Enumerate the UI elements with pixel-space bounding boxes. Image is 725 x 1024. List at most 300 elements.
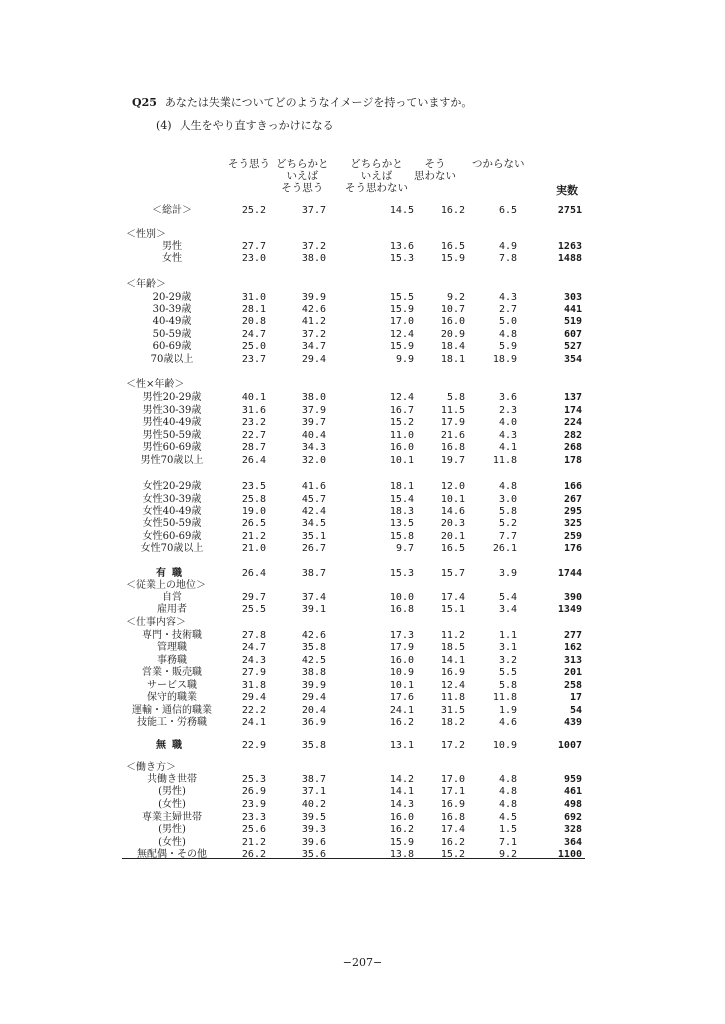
percent-cell: 20.8 (241, 316, 266, 327)
row-label: 雇用者 (157, 604, 187, 615)
percent-cell: 16.5 (440, 543, 465, 554)
percent-cell: 10.9 (492, 740, 517, 751)
percent-cell: 19.0 (241, 506, 266, 517)
row-label: 男性50-59歳 (142, 430, 202, 441)
percent-cell: 39.5 (301, 812, 326, 823)
percent-cell: 15.9 (440, 253, 465, 264)
percent-cell: 11.8 (492, 455, 517, 466)
percent-cell: 24.1 (389, 705, 414, 716)
row-label: 男性70歳以上 (140, 455, 204, 466)
table-row (0, 329, 725, 341)
percent-cell: 14.6 (440, 506, 465, 517)
col-head-2-line-1: どちらかと (276, 158, 329, 170)
count-cell: 176 (563, 543, 582, 554)
table-row (0, 774, 725, 786)
table-row (0, 740, 725, 752)
count-cell: 259 (563, 531, 582, 542)
page-number: −207− (342, 956, 383, 969)
row-label: 事務職 (157, 655, 187, 666)
percent-cell: 26.1 (492, 543, 517, 554)
row-label: 女性40-49歳 (142, 506, 202, 517)
row-label: 営業・販売職 (142, 667, 202, 678)
percent-cell: 12.0 (440, 481, 465, 492)
row-label: 運輸・通信的職業 (132, 705, 212, 716)
percent-cell: 11.2 (440, 630, 465, 641)
percent-cell: 16.0 (389, 812, 414, 823)
row-label: (男性) (158, 786, 186, 797)
percent-cell: 11.0 (389, 430, 414, 441)
percent-cell: 10.1 (389, 455, 414, 466)
percent-cell: 24.1 (241, 717, 266, 728)
percent-cell: 22.2 (241, 705, 266, 716)
table-row (0, 481, 725, 493)
percent-cell: 10.1 (389, 680, 414, 691)
col-head-3-line-2: いえば (360, 170, 393, 182)
table-row (0, 630, 725, 642)
percent-cell: 15.1 (440, 604, 465, 615)
percent-cell: 14.5 (389, 205, 414, 216)
percent-cell: 31.5 (440, 705, 465, 716)
row-label: 男性60-69歳 (142, 442, 202, 453)
row-label: ＜年齢＞ (126, 279, 166, 290)
percent-cell: 3.0 (498, 494, 517, 505)
row-label: 70歳以上 (150, 354, 194, 365)
row-label: ＜働き方＞ (126, 762, 176, 773)
table-row (0, 642, 725, 654)
percent-cell: 13.8 (389, 849, 414, 860)
percent-cell: 32.0 (301, 455, 326, 466)
percent-cell: 22.9 (241, 740, 266, 751)
percent-cell: 34.3 (301, 442, 326, 453)
percent-cell: 26.7 (301, 543, 326, 554)
row-label: 管理職 (157, 642, 187, 653)
col-head-3-line-1: どちらかと (350, 158, 403, 170)
percent-cell: 18.3 (389, 506, 414, 517)
row-label: (男性) (158, 824, 186, 835)
table-row (0, 837, 725, 849)
percent-cell: 19.7 (440, 455, 465, 466)
count-cell: 174 (563, 405, 582, 416)
percent-cell: 5.8 (446, 392, 465, 403)
percent-cell: 22.7 (241, 430, 266, 441)
count-cell: 166 (563, 481, 582, 492)
row-label: 技能工・労務職 (137, 717, 207, 728)
percent-cell: 25.6 (241, 824, 266, 835)
percent-cell: 26.4 (241, 455, 266, 466)
row-label: 20-29歳 (152, 292, 192, 303)
percent-cell: 16.0 (389, 442, 414, 453)
percent-cell: 21.6 (440, 430, 465, 441)
percent-cell: 24.7 (241, 329, 266, 340)
count-cell: 137 (563, 392, 582, 403)
percent-cell: 5.8 (498, 680, 517, 691)
percent-cell: 27.8 (241, 630, 266, 641)
percent-cell: 4.5 (498, 812, 517, 823)
percent-cell: 15.2 (440, 849, 465, 860)
percent-cell: 23.0 (241, 253, 266, 264)
count-cell: 1007 (557, 740, 582, 751)
subquestion-number: (4) (156, 119, 172, 132)
row-label: 50-59歳 (152, 329, 192, 340)
percent-cell: 36.9 (301, 717, 326, 728)
table-row (0, 568, 725, 580)
question-text: あなたは失業についてどのようなイメージを持っていますか。 (164, 96, 473, 109)
percent-cell: 38.7 (301, 774, 326, 785)
percent-cell: 18.1 (389, 481, 414, 492)
percent-cell: 14.3 (389, 799, 414, 810)
percent-cell: 15.3 (389, 568, 414, 579)
percent-cell: 17.4 (440, 592, 465, 603)
col-head-3-line-3: そう思わない (345, 182, 408, 194)
percent-cell: 37.7 (301, 205, 326, 216)
table-row (0, 494, 725, 506)
percent-cell: 37.2 (301, 329, 326, 340)
percent-cell: 16.0 (389, 655, 414, 666)
percent-cell: 35.1 (301, 531, 326, 542)
row-label: 女性20-29歳 (142, 481, 202, 492)
percent-cell: 20.9 (440, 329, 465, 340)
table-row (0, 241, 725, 253)
percent-cell: 3.6 (498, 392, 517, 403)
percent-cell: 18.2 (440, 717, 465, 728)
table-row (0, 392, 725, 404)
table-row (0, 442, 725, 454)
row-label: 無職 (156, 740, 188, 751)
count-cell: 295 (563, 506, 582, 517)
percent-cell: 34.7 (301, 341, 326, 352)
percent-cell: 16.2 (440, 837, 465, 848)
count-cell: 527 (563, 341, 582, 352)
percent-cell: 18.5 (440, 642, 465, 653)
row-label: 女性30-39歳 (142, 494, 202, 505)
percent-cell: 10.7 (440, 304, 465, 315)
row-label: 男性40-49歳 (142, 417, 202, 428)
percent-cell: 17.9 (440, 417, 465, 428)
row-label: 共働き世帯 (147, 774, 197, 785)
count-cell: 1349 (557, 604, 582, 615)
percent-cell: 42.6 (301, 630, 326, 641)
percent-cell: 37.4 (301, 592, 326, 603)
percent-cell: 26.9 (241, 786, 266, 797)
count-cell: 267 (563, 494, 582, 505)
percent-cell: 21.2 (241, 837, 266, 848)
row-label: 専業主婦世帯 (142, 812, 202, 823)
percent-cell: 5.2 (498, 518, 517, 529)
percent-cell: 1.5 (498, 824, 517, 835)
percent-cell: 29.4 (241, 692, 266, 703)
percent-cell: 17.1 (440, 786, 465, 797)
count-cell: 354 (563, 354, 582, 365)
count-cell: 1744 (557, 568, 582, 579)
percent-cell: 15.9 (389, 341, 414, 352)
percent-cell: 9.7 (395, 543, 414, 554)
row-label: (女性) (158, 799, 186, 810)
percent-cell: 25.3 (241, 774, 266, 785)
percent-cell: 25.0 (241, 341, 266, 352)
percent-cell: 9.9 (395, 354, 414, 365)
count-cell: 178 (563, 455, 582, 466)
percent-cell: 4.9 (498, 241, 517, 252)
col-head-2-line-3: そう思う (281, 182, 324, 194)
percent-cell: 7.7 (498, 531, 517, 542)
row-label: ＜性×年齢＞ (126, 379, 185, 390)
percent-cell: 35.6 (301, 849, 326, 860)
percent-cell: 15.4 (389, 494, 414, 505)
count-cell: 54 (569, 705, 582, 716)
count-cell: 1263 (557, 241, 582, 252)
row-label: 有職 (156, 568, 188, 579)
table-row (0, 604, 725, 616)
percent-cell: 16.2 (389, 824, 414, 835)
percent-cell: 11.8 (440, 692, 465, 703)
percent-cell: 15.9 (389, 837, 414, 848)
percent-cell: 5.8 (498, 506, 517, 517)
percent-cell: 15.2 (389, 417, 414, 428)
row-label: ＜従業上の地位＞ (126, 580, 206, 591)
percent-cell: 23.5 (241, 481, 266, 492)
table-row (0, 430, 725, 442)
percent-cell: 40.2 (301, 799, 326, 810)
percent-cell: 3.4 (498, 604, 517, 615)
percent-cell: 24.7 (241, 642, 266, 653)
percent-cell: 15.8 (389, 531, 414, 542)
percent-cell: 4.8 (498, 799, 517, 810)
percent-cell: 42.5 (301, 655, 326, 666)
table-row (0, 417, 725, 429)
table-row (0, 667, 725, 679)
table-row (0, 455, 725, 467)
table-row (0, 518, 725, 530)
percent-cell: 18.9 (492, 354, 517, 365)
table-row (0, 812, 725, 824)
row-label: ＜性別＞ (126, 229, 166, 240)
percent-cell: 3.1 (498, 642, 517, 653)
percent-cell: 9.2 (498, 849, 517, 860)
percent-cell: 31.8 (241, 680, 266, 691)
percent-cell: 9.2 (446, 292, 465, 303)
percent-cell: 41.6 (301, 481, 326, 492)
percent-cell: 16.8 (440, 442, 465, 453)
table-row (0, 680, 725, 692)
col-head-5-line-1: つからない (472, 158, 525, 170)
row-label: 男性20-29歳 (142, 392, 202, 403)
percent-cell: 27.9 (241, 667, 266, 678)
table-row (0, 824, 725, 836)
col-head-4-line-1: そう (424, 158, 446, 170)
col-head-4-line-2: 思わない (414, 170, 456, 182)
percent-cell: 17.0 (389, 316, 414, 327)
percent-cell: 26.2 (241, 849, 266, 860)
percent-cell: 13.6 (389, 241, 414, 252)
percent-cell: 40.4 (301, 430, 326, 441)
percent-cell: 16.5 (440, 241, 465, 252)
row-label: (女性) (158, 837, 186, 848)
col-head-2-line-2: いえば (286, 170, 318, 182)
percent-cell: 16.9 (440, 667, 465, 678)
percent-cell: 16.0 (440, 316, 465, 327)
count-cell: 1100 (557, 849, 582, 860)
percent-cell: 16.8 (440, 812, 465, 823)
percent-cell: 4.0 (498, 417, 517, 428)
table-bottom-rule (122, 858, 585, 859)
percent-cell: 17.9 (389, 642, 414, 653)
count-cell: 258 (563, 680, 582, 691)
percent-cell: 11.8 (492, 692, 517, 703)
percent-cell: 39.3 (301, 824, 326, 835)
table-row (0, 506, 725, 518)
table-row (0, 405, 725, 417)
count-cell: 390 (563, 592, 582, 603)
percent-cell: 42.6 (301, 304, 326, 315)
row-label: 保守的職業 (147, 692, 197, 703)
table-row (0, 655, 725, 667)
row-label: 専門・技術職 (142, 630, 202, 641)
percent-cell: 15.7 (440, 568, 465, 579)
count-cell: 439 (563, 717, 582, 728)
percent-cell: 14.1 (440, 655, 465, 666)
section-header (0, 279, 725, 291)
percent-cell: 10.9 (389, 667, 414, 678)
count-cell: 519 (563, 316, 582, 327)
percent-cell: 25.8 (241, 494, 266, 505)
percent-cell: 34.5 (301, 518, 326, 529)
row-label: 女性60-69歳 (142, 531, 202, 542)
percent-cell: 4.8 (498, 481, 517, 492)
table-row (0, 705, 725, 717)
count-cell: 282 (563, 430, 582, 441)
percent-cell: 21.0 (241, 543, 266, 554)
percent-cell: 6.5 (498, 205, 517, 216)
percent-cell: 23.7 (241, 354, 266, 365)
percent-cell: 4.3 (498, 430, 517, 441)
table-row (0, 799, 725, 811)
count-cell: 498 (563, 799, 582, 810)
count-cell: 461 (563, 786, 582, 797)
percent-cell: 12.4 (389, 329, 414, 340)
percent-cell: 45.7 (301, 494, 326, 505)
percent-cell: 39.7 (301, 417, 326, 428)
row-label: 男性 (162, 241, 182, 252)
count-cell: 201 (563, 667, 582, 678)
percent-cell: 10.0 (389, 592, 414, 603)
section-header (0, 580, 725, 592)
percent-cell: 7.1 (498, 837, 517, 848)
percent-cell: 1.1 (498, 630, 517, 641)
percent-cell: 15.5 (389, 292, 414, 303)
percent-cell: 39.6 (301, 837, 326, 848)
percent-cell: 18.1 (440, 354, 465, 365)
count-cell: 268 (563, 442, 582, 453)
percent-cell: 4.8 (498, 786, 517, 797)
percent-cell: 20.3 (440, 518, 465, 529)
percent-cell: 5.0 (498, 316, 517, 327)
percent-cell: 17.3 (389, 630, 414, 641)
percent-cell: 39.9 (301, 680, 326, 691)
col-head-n: 実数 (556, 184, 578, 197)
table-row (0, 253, 725, 265)
percent-cell: 42.4 (301, 506, 326, 517)
percent-cell: 39.9 (301, 292, 326, 303)
percent-cell: 16.7 (389, 405, 414, 416)
table-row (0, 292, 725, 304)
percent-cell: 24.3 (241, 655, 266, 666)
table-row (0, 341, 725, 353)
percent-cell: 29.4 (301, 354, 326, 365)
row-label: 女性70歳以上 (140, 543, 204, 554)
row-label: 60-69歳 (152, 341, 192, 352)
count-cell: 1488 (557, 253, 582, 264)
percent-cell: 4.8 (498, 329, 517, 340)
section-header (0, 762, 725, 774)
percent-cell: 13.1 (389, 740, 414, 751)
table-row (0, 531, 725, 543)
count-cell: 692 (563, 812, 582, 823)
percent-cell: 5.4 (498, 592, 517, 603)
percent-cell: 12.4 (389, 392, 414, 403)
percent-cell: 2.3 (498, 405, 517, 416)
count-cell: 959 (563, 774, 582, 785)
percent-cell: 12.4 (440, 680, 465, 691)
percent-cell: 40.1 (241, 392, 266, 403)
percent-cell: 17.4 (440, 824, 465, 835)
percent-cell: 37.9 (301, 405, 326, 416)
percent-cell: 26.4 (241, 568, 266, 579)
percent-cell: 20.1 (440, 531, 465, 542)
count-cell: 607 (563, 329, 582, 340)
percent-cell: 15.9 (389, 304, 414, 315)
subquestion-text: 人生をやり直すきっかけになる (179, 119, 334, 132)
percent-cell: 25.2 (241, 205, 266, 216)
percent-cell: 15.3 (389, 253, 414, 264)
percent-cell: 28.1 (241, 304, 266, 315)
table-row (0, 786, 725, 798)
percent-cell: 31.6 (241, 405, 266, 416)
row-label: 無配偶・その他 (137, 849, 207, 860)
percent-cell: 38.0 (301, 392, 326, 403)
percent-cell: 2.7 (498, 304, 517, 315)
row-label: ＜仕事内容＞ (126, 617, 186, 628)
percent-cell: 35.8 (301, 740, 326, 751)
percent-cell: 5.9 (498, 341, 517, 352)
table-row (0, 692, 725, 704)
row-label: サービス職 (147, 680, 197, 691)
percent-cell: 4.8 (498, 774, 517, 785)
percent-cell: 16.8 (389, 604, 414, 615)
percent-cell: 17.2 (440, 740, 465, 751)
row-label: ＜総計＞ (152, 205, 192, 216)
count-cell: 162 (563, 642, 582, 653)
count-cell: 17 (569, 692, 582, 703)
count-cell: 328 (563, 824, 582, 835)
section-header (0, 229, 725, 241)
percent-cell: 21.2 (241, 531, 266, 542)
table-row (0, 849, 725, 861)
table-row (0, 592, 725, 604)
row-label: 自営 (162, 592, 182, 603)
percent-cell: 11.5 (440, 405, 465, 416)
percent-cell: 38.0 (301, 253, 326, 264)
count-cell: 277 (563, 630, 582, 641)
percent-cell: 3.9 (498, 568, 517, 579)
percent-cell: 38.8 (301, 667, 326, 678)
percent-cell: 16.2 (440, 205, 465, 216)
row-label: 40-49歳 (152, 316, 192, 327)
percent-cell: 14.1 (389, 786, 414, 797)
col-head-1-line-1: そう思う (228, 158, 270, 170)
percent-cell: 29.4 (301, 692, 326, 703)
count-cell: 313 (563, 655, 582, 666)
percent-cell: 23.3 (241, 812, 266, 823)
